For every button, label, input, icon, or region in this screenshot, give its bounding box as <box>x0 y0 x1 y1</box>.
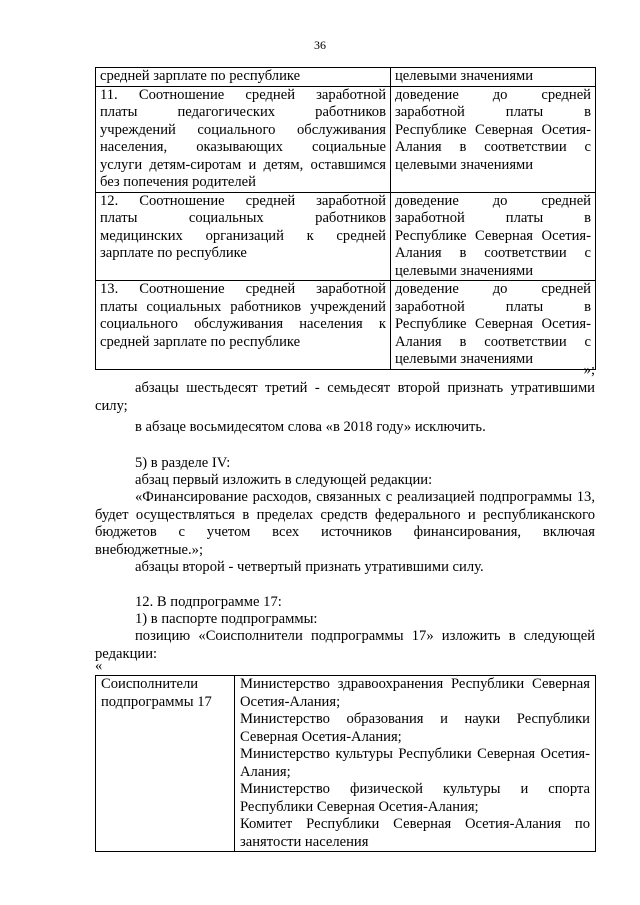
paragraph: 5) в разделе IV: <box>135 455 231 471</box>
cell-line: средней зарплате по республике <box>100 333 301 350</box>
cell-line: Республике Северная Осетия- <box>395 227 591 244</box>
cell-line: Министерство здравоохранения Республики Северная Осетия-Алания; <box>240 676 590 710</box>
cell-line: доведение до средней <box>395 281 591 297</box>
cell-line: медицинских организаций к средней <box>100 227 386 244</box>
cell-line: 11. Соотношение средней заработной <box>100 86 386 103</box>
cell-line: услуги детям-сиротам и детям, оставшимся <box>100 156 386 173</box>
paragraph: абзацы шестьдесят третий - семьдесят второй признать утратившими силу; <box>95 380 595 414</box>
cell-line: доведение до средней <box>395 192 591 209</box>
table-row <box>96 192 596 281</box>
paragraph: в абзаце восьмидесятом слова «в 2018 году» исключить. <box>135 419 486 435</box>
cell-line: Алания в соответствии с <box>395 333 591 350</box>
page-number: 36 <box>314 38 326 52</box>
table-cell <box>96 192 391 281</box>
cell-line: 12. Соотношение средней заработной <box>100 192 386 209</box>
cell-line: платы социальных работников <box>100 210 386 226</box>
table-row <box>96 281 596 370</box>
table-cell <box>391 192 596 281</box>
paragraph: абзац первый изложить в следующей редакции: <box>135 472 433 488</box>
cell-line: учреждений социального обслуживания <box>100 121 386 138</box>
cell-line: заработной платы в <box>395 298 591 315</box>
indicators-table <box>95 67 596 370</box>
cell-line: Алания в соответствии с <box>395 245 591 261</box>
table-cell <box>391 281 596 370</box>
table-cell <box>235 676 596 852</box>
cell-line: средней зарплате по республике <box>100 68 301 84</box>
cell-line: Республике Северная Осетия- <box>395 121 591 138</box>
closing-quote: »; <box>583 362 595 378</box>
cell-label: Соисполнители подпрограммы 17 <box>101 676 212 710</box>
cell-line: заработной платы в <box>395 210 591 226</box>
paragraph: 1) в паспорте подпрограммы: <box>135 611 318 627</box>
cell-line: Республике Северная Осетия- <box>395 316 591 332</box>
cell-line: целевыми значениями <box>395 68 534 84</box>
table-cell <box>391 68 596 87</box>
cell-line: Министерство культуры Республики Северная Осетия-Алания; <box>240 746 590 780</box>
table-cell <box>391 86 596 192</box>
cell-line: платы педагогических работников <box>100 104 386 120</box>
table-cell <box>96 676 235 852</box>
cell-line: Министерство физической культуры и спорта Республики Северная Осетия-Алания; <box>240 781 590 815</box>
paragraph: абзацы второй - четвертый признать утратившими силу. <box>135 559 484 575</box>
cell-line: заработной платы в <box>395 104 591 120</box>
cell-line: целевыми значениями <box>395 156 534 173</box>
coexecutors-table <box>95 675 596 852</box>
table-cell <box>96 86 391 192</box>
cell-line: без попечения родителей <box>100 174 256 190</box>
cell-line: Комитет Республики Северная Осетия-Алания по занятости населения <box>240 816 590 850</box>
table-row <box>96 68 596 87</box>
open-quote: « <box>95 658 103 674</box>
cell-line: 13. Соотношение средней заработной <box>100 281 386 297</box>
paragraph: позицию «Соисполнители подпрограммы 17» изложить в следующей редакции: <box>95 628 595 662</box>
cell-line: Министерство образования и науки Республики Северная Осетия-Алания; <box>240 711 590 745</box>
table-row <box>96 86 596 192</box>
paragraph: «Финансирование расходов, связанных с реализацией подпрограммы 13, будет осуществляться в пределах средств федерального и республиканского бюджетов с учетом всех источников финансирования, включая внебюджетные.»; <box>95 489 595 558</box>
cell-line: целевыми значениями <box>395 262 534 279</box>
cell-line: социального обслуживания населения к <box>100 316 386 332</box>
cell-line: доведение до средней <box>395 86 591 103</box>
table-cell <box>96 281 391 370</box>
cell-line: платы социальных работников учреждений <box>100 298 386 315</box>
table-row <box>96 676 596 852</box>
table-cell <box>96 68 391 87</box>
cell-line: Алания в соответствии с <box>395 139 591 155</box>
cell-line: населения, оказывающих социальные <box>100 139 386 155</box>
section-heading: 12. В подпрограмме 17: <box>135 594 282 610</box>
cell-line: зарплате по республике <box>100 245 247 261</box>
cell-line: целевыми значениями <box>395 351 534 367</box>
